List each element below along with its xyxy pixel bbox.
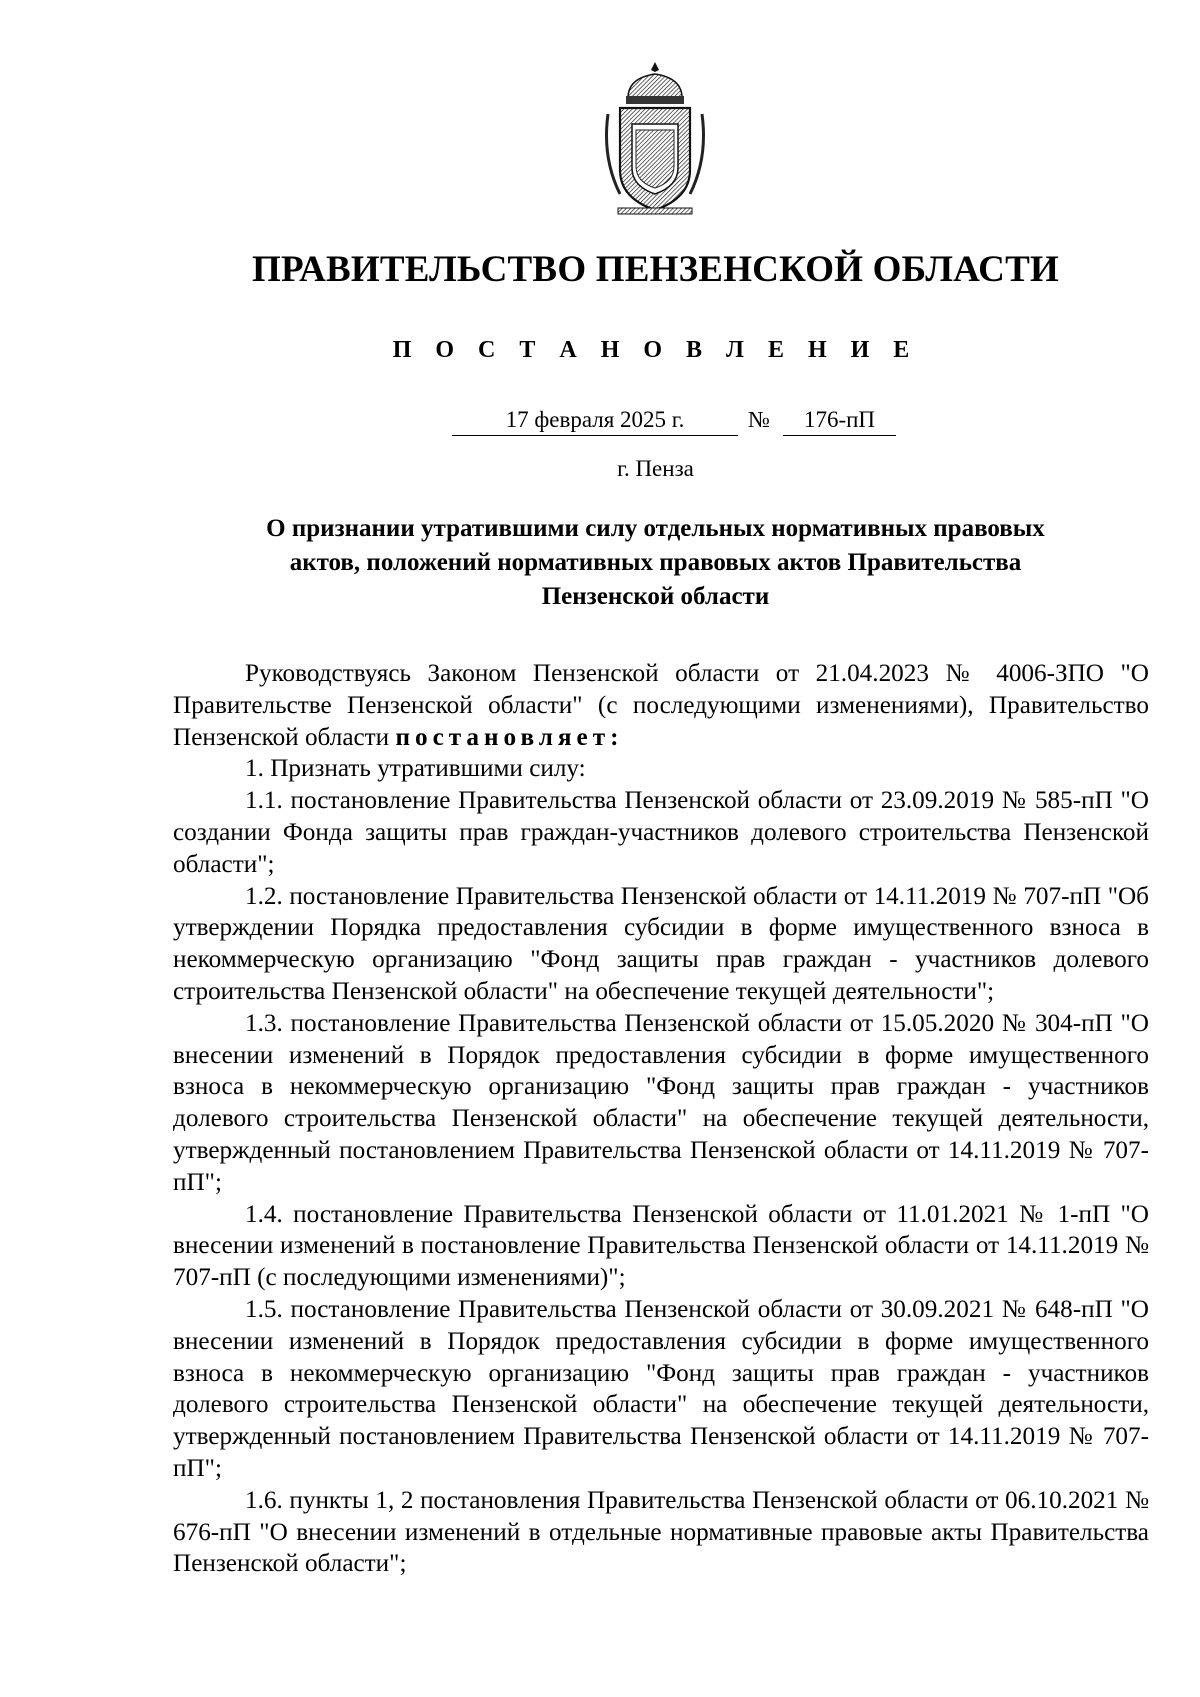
penza-coat-of-arms-icon <box>598 58 712 218</box>
preamble-text: Руководствуясь Законом Пензенской области от 21.04.2023 № 4006-ЗПО "О Правительстве Пензенской области" (с последующими изменениями), Правительство Пензенской области <box>173 660 1149 751</box>
document-number: 176-пП <box>783 405 896 436</box>
document-subject: О признании утратившими силу отдельных нормативных правовых актов, положений нормативных правовых актов Правительства Пензенской области <box>266 515 1045 610</box>
date-number-row <box>0 405 1200 441</box>
list-item: 1.4. постановление Правительства Пензенской области от 11.01.2021 № 1-пП "О внесении изменений в постановление Правительства Пензенской области от 14.11.2019 № 707-пП (с последующими изменениями)"; <box>173 1200 1149 1292</box>
list-item: 1.2. постановление Правительства Пензенской области от 14.11.2019 № 707-пП "Об утверждении Порядка предоставления субсидии в форме имущественного взноса в некоммерческую организацию "Фонд защиты прав граждан - участников долевого строительства Пензенской области" на обеспечение текущей деятельности"; <box>173 882 1149 1005</box>
list-item: 1.3. постановление Правительства Пензенской области от 15.05.2020 № 304-пП "О внесении изменений в Порядок предоставления субсидии в форме имущественного взноса в некоммерческую организацию "Фонд защиты прав граждан - участников долевого строительства Пензенской области" на обеспечение текущей деятельности, утвержденный постановлением Правительства Пензенской области от 14.11.2019 № 707-пП"; <box>173 1009 1149 1196</box>
document-date: 17 февраля 2025 г. <box>452 405 738 436</box>
list-item: 1.5. постановление Правительства Пензенской области от 30.09.2021 № 648-пП "О внесении изменений в Порядок предоставления субсидии в форме имущественного взноса в некоммерческую организацию "Фонд защиты прав граждан - участников долевого строительства Пензенской области" на обеспечение текущей деятельности, утвержденный постановлением Правительства Пензенской области от 14.11.2019 № 707-пП"; <box>173 1295 1149 1482</box>
preamble <box>173 658 1149 753</box>
document-type: П О С Т А Н О В Л Е Н И Е <box>392 337 919 363</box>
list-item: 1.6. пункты 1, 2 постановления Правительства Пензенской области от 06.10.2021 № 676-пП "О внесении изменений в отдельные нормативные правовые акты Правительства Пензенской области"; <box>173 1486 1149 1578</box>
city: г. Пенза <box>617 456 694 481</box>
list-item: 1.1. постановление Правительства Пензенской области от 23.09.2019 № 585-пП "О создании Фонда защиты прав граждан-участников долевого строительства Пензенской области"; <box>173 787 1149 878</box>
government-name: ПРАВИТЕЛЬСТВО ПЕНЗЕНСКОЙ ОБЛАСТИ <box>252 249 1059 290</box>
number-sign: № <box>748 407 770 432</box>
document-body <box>173 658 1149 1580</box>
resolves-word: постановляет: <box>395 723 624 751</box>
list-item: 1. Признать утратившими силу: <box>245 755 586 783</box>
